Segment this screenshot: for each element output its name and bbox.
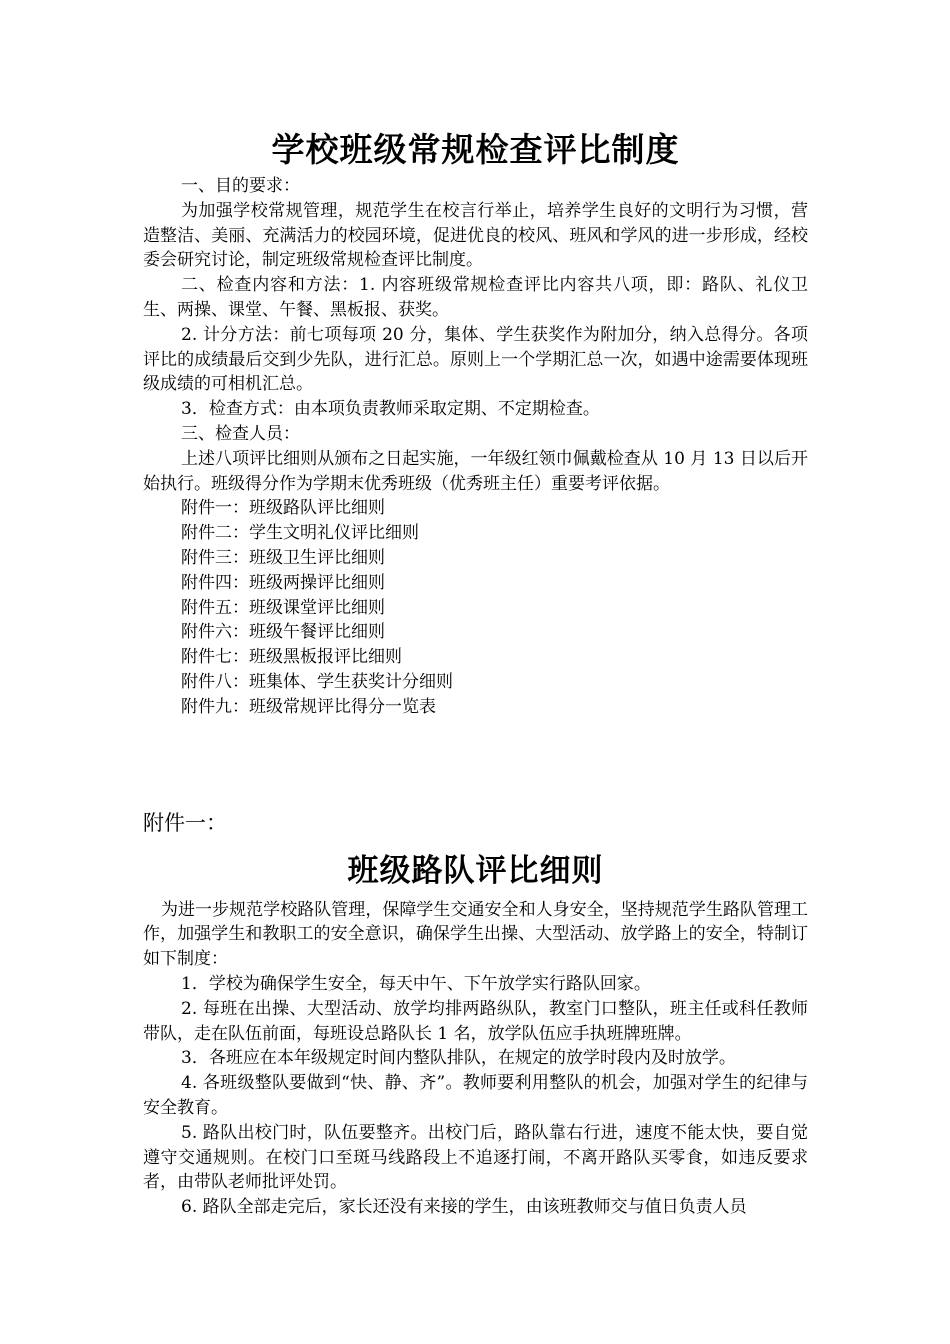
attachment-item: 附件六：班级午餐评比细则 (181, 622, 385, 643)
section-heading-purpose: 一、目的要求： (181, 176, 300, 196)
attachment-item: 附件九：班级常规评比得分一览表 (181, 696, 436, 717)
attachment-item: 附件二：学生文明礼仪评比细则 (181, 523, 419, 544)
attachment-item: 附件七：班级黑板报评比细则 (181, 647, 402, 668)
attachment-item: 附件一：班级路队评比细则 (181, 498, 385, 519)
rule-item: 5. 路队出校门时，队伍要整齐。出校门后，路队靠右行进，速度不能太快，要自觉遵守交通规则。在校门口至斑马线路段上不追逐打闹，不离开路队买零食，如违反要求者，由带队老师批评处罚。 (143, 1122, 808, 1193)
rule-item: 1．学校为确保学生安全，每天中午、下午放学实行路队回家。 (181, 973, 651, 994)
document-page (143, 128, 808, 1220)
paragraph-content-method: 二、检查内容和方法：1. 内容班级常规检查评比内容共八项，即：路队、礼仪卫生、两操、课堂、午餐、黑板报、获奖。 (143, 275, 808, 320)
attachment-title: 班级路队评比细则 (347, 852, 604, 889)
rule-item: 6. 路队全部走完后，家长还没有来接的学生，由该班教师交与值日负责人员 (181, 1197, 747, 1218)
document-title: 学校班级常规检查评比制度 (271, 130, 680, 169)
attachment-label: 附件一： (143, 810, 227, 835)
paragraph-implementation: 上述八项评比细则从颁布之日起实施，一年级红领巾佩戴检查从 10 月 13 日以后开始执行。班级得分作为学期末优秀班级（优秀班主任）重要考评依据。 (143, 448, 808, 494)
section-heading-inspectors: 三、检查人员： (181, 423, 300, 444)
paragraph-intro: 为进一步规范学校路队管理，保障学生交通安全和人身安全，坚持规范学生路队管理工作，加强学生和教职工的安全意识，确保学生出操、大型活动、放学路上的安全，特制订如下制度： (143, 899, 808, 970)
section-spacer (143, 720, 808, 808)
attachment-list (143, 496, 808, 719)
rule-item: 4. 各班级整队要做到“快、静、齐”。教师要利用整队的机会，加强对学生的纪律与安全教育。 (143, 1073, 808, 1118)
attachment-item: 附件八：班集体、学生获奖计分细则 (181, 671, 453, 692)
rule-item: 3．各班应在本年级规定时间内整队排队，在规定的放学时段内及时放学。 (181, 1048, 736, 1069)
paragraph-scoring: 2. 计分方法：前七项每项 20 分，集体、学生获奖作为附加分，纳入总得分。各项评比的成绩最后交到少先队，进行汇总。原则上一个学期汇总一次，如遇中途需要体现班级成绩的可相机汇总。 (143, 324, 808, 395)
attachment-item: 附件三：班级卫生评比细则 (181, 547, 385, 568)
rule-item: 2. 每班在出操、大型活动、放学均排两路纵队，教室门口整队，班主任或科任教师带队，走在队伍前面，每班设总路队长 1 名，放学队伍应手执班牌班牌。 (143, 998, 808, 1044)
paragraph-purpose: 为加强学校常规管理，规范学生在校言行举止，培养学生良好的文明行为习惯，营造整洁、美丽、充满活力的校园环境，促进优良的校风、班风和学风的进一步形成，经校委会研究讨论，制定班级常规检查评比制度。 (143, 200, 808, 271)
attachment-item: 附件五：班级课堂评比细则 (181, 597, 385, 618)
attachment-item: 附件四：班级两操评比细则 (181, 572, 385, 593)
paragraph-inspection-mode: 3．检查方式：由本项负责教师采取定期、不定期检查。 (181, 399, 600, 420)
